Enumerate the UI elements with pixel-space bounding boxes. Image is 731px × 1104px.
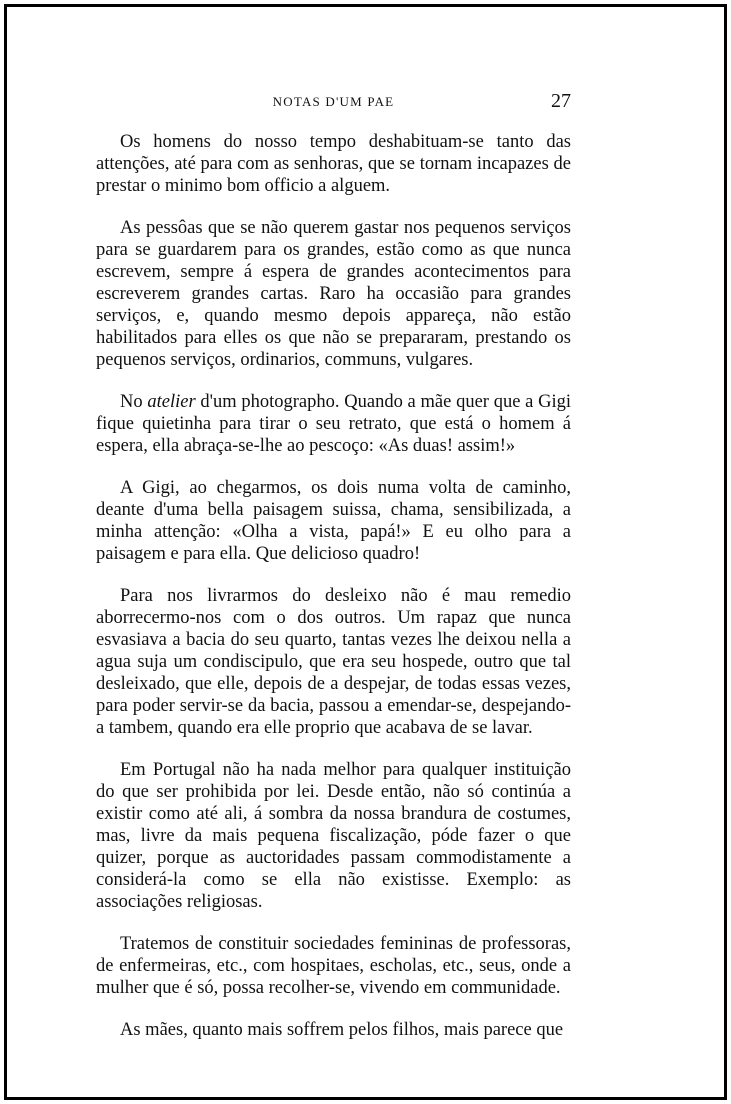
paragraph-small-services: As pessôas que se não querem gastar nos pequenos serviços para se guardarem para os grandes, estão como as que nunca escrevem, sempre á espera de grandes acontecimentos para escreverem grandes cartas. Raro ha occasião para grandes serviços, e, quando mesmo depois appareça, não estão habilitados para elles os que não se prepararam, prestando os pequenos serviços, ordinarios, communs, vulgares. <box>96 218 571 370</box>
paragraph-photographer-pre: No <box>120 392 148 412</box>
running-title: NOTAS D'UM PAE <box>272 94 395 109</box>
body-text <box>96 131 571 1061</box>
paragraph-photographer <box>96 391 571 457</box>
paragraph-portugal-law: Em Portugal não ha nada melhor para qualquer instituição do que ser prohibida por lei. Desde então, não só continúa a existir como até ali, á sombra da nossa brandura de costumes, mas, livre da mais pequena fiscalização, póde fazer o que quizer, porque as auctoridades passam commodistamente a considerá-la como se ella não existisse. Exemplo: as associações religiosas. <box>96 760 571 912</box>
paragraph-attentions: Os homens do nosso tempo deshabituam-se tanto das attenções, até para com as senhoras, que se tornam incapazes de prestar o minimo bom officio a alguem. <box>96 132 571 196</box>
paragraph-mothers: As mães, quanto mais soffrem pelos filhos, mais parece que <box>120 1020 564 1040</box>
paragraph-women-societies: Tratemos de constituir sociedades femininas de professoras, de enfermeiras, etc., com hospitaes, escholas, etc., seus, onde a mulher que é só, possa recolher-se, vivendo em communidade. <box>96 934 571 998</box>
paragraph-landscape: A Gigi, ao chegarmos, os dois numa volta de caminho, deante d'uma bella paisagem suissa, chama, sensibilizada, a minha attenção: «Olha a vista, papá!» E eu olho para a paisagem e para ella. Que delicioso quadro! <box>96 478 571 564</box>
paragraph-negligence: Para nos livrarmos do desleixo não é mau remedio aborrecermo-nos com o dos outros. Um rapaz que nunca esvasiava a bacia do seu quarto, tantas vezes lhe deixou nella a agua suja um condiscipulo, que era seu hospede, outro que tal desleixado, que elle, depois de a despejar, de todas essas vezes, para poder servir-se da bacia, passou a emendar-se, despejando-a tambem, quando era elle proprio que acabava de se lavar. <box>96 586 571 738</box>
running-header <box>96 92 571 114</box>
paragraph-photographer-post: d'um photographo. Quando a mãe quer que a Gigi fique quietinha para tirar o seu retrato, que está o homem á espera, ella abraça-se-lhe ao pescoço: «As duas! assim!» <box>96 392 571 456</box>
paragraph-photographer-italic: atelier <box>147 392 196 412</box>
page-number: 27 <box>551 90 571 112</box>
